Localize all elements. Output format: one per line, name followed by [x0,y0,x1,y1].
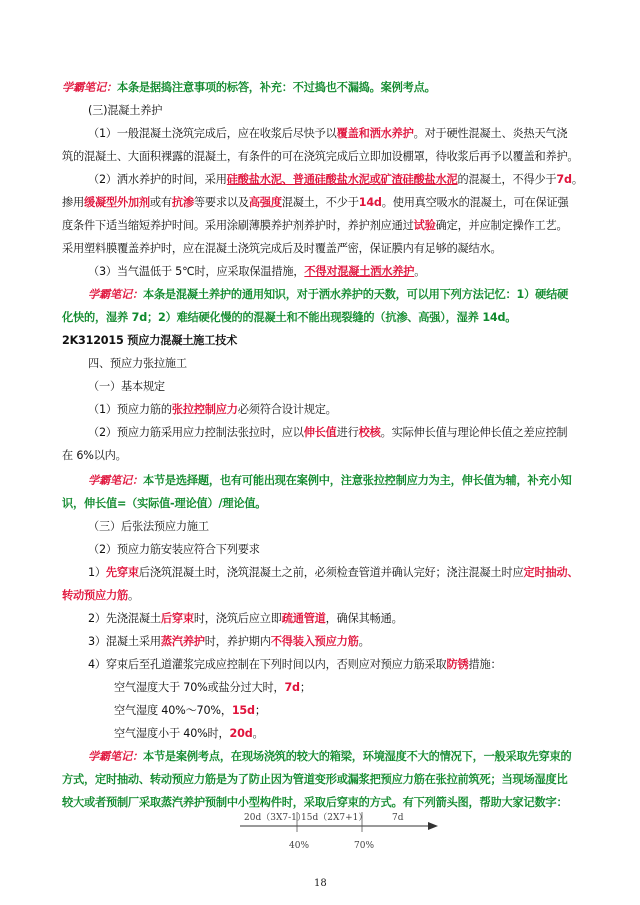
heading-installation: （2）预应力筋安装应符合下列要求 [88,543,260,556]
heading-prestress-tension: 四、预应力张拉施工 [88,357,187,370]
study-note-4: 学霸笔记：本节是案例考点，在现场浇筑的较大的箱梁，环境湿度不大的情况下，一般采取先穿束的 [88,750,572,763]
paragraph-curing-2: （2）洒水养护的时间，采用硅酸盐水泥、普通硅酸盐水泥或矿渣硅酸盐水泥的混凝土，不得少于7d。 [88,173,583,186]
note-tag: 学霸笔记： [62,81,117,94]
study-note-3-cont: 识，伸长值=（实际值-理论值）/理论值。 [62,497,267,510]
study-note-3: 学霸笔记：本节是选择题，也有可能出现在案例中，注意张拉控制应力为主，伸长值为辅，补充小知 [88,474,572,487]
install-item-3: 3）混凝土采用蒸汽养护时，养护期内不得装入预应力筋。 [88,635,370,648]
paragraph-curing-2-line4: 采用塑料膜覆盖养护时，应在混凝土浇筑完成后及时覆盖严密，保证膜内有足够的凝结水。 [62,242,502,255]
paragraph-curing-1-cont: 筑的混凝土、大面积裸露的混凝土，有条件的可在浇筑完成后立即加设棚罩，待收浆后再予以覆盖和养护。 [62,150,579,163]
arrow-head-icon [428,822,438,830]
install-item-1: 1）先穿束后浇筑混凝土时，浇筑混凝土之前，必须检查管道并确认完好；浇注混凝土时应定时抽动、 [88,566,579,579]
page-number: 18 [314,878,327,889]
tick-label-40: 40% [289,841,310,851]
paragraph-curing-1: （1）一般混凝土浇筑完成后，应在收浆后尽快予以覆盖和洒水养护。对于硬性混凝土、炎热天气浇 [88,127,568,140]
study-note-4-line2: 方式，定时抽动、转动预应力筋是为了防止因为管道变形或漏浆把预应力筋在张拉前筑死；当现场湿度比 [62,773,568,786]
paragraph-curing-2-line2: 掺用缓凝型外加剂或有抗渗等要求以及高强度混凝土，不少于14d。使用真空吸水的混凝土，可在保证强 [62,196,569,209]
study-note-1: 学霸笔记：本条是据捣注意事项的标答，补充：不过捣也不漏捣。案例考点。 [62,81,436,94]
heading-post-tension: （三）后张法预应力施工 [88,520,209,533]
study-note-4-line3: 较大或者预制厂采取蒸汽养护预制中小型构件时，采取后穿束的方式。有下列箭头图，帮助大家记数字： [62,796,568,809]
install-item-1-cont: 转动预应力筋。 [62,589,139,602]
install-item-2: 2）先浇混凝土后穿束时，浇筑后应立即疏通管道，确保其畅通。 [88,612,403,625]
rule-2: （2）预应力筋采用应力控制法张拉时，应以伸长值进行校核。实际伸长值与理论伸长值之差应控制 [88,426,568,439]
paragraph-curing-3: （3）当气温低于 5℃时，应采取保温措施，不得对混凝土洒水养护。 [88,265,426,278]
paragraph-curing-2-line3: 度条件下适当缩短养护时间。采用涂刷薄膜养护剂养护时，养护剂应通过试验确定，并应制定操作工艺。 [62,219,568,232]
humidity-line-2: 空气湿度 40%～70%，15d； [114,704,266,717]
tick-label-70: 70% [354,841,375,851]
study-note-2: 学霸笔记：本条是混凝土养护的通用知识，对于洒水养护的天数，可以用下列方法记忆：1）硬结硬 [88,288,569,301]
humidity-line-1: 空气湿度大于 70%或盐分过大时，7d； [114,681,311,694]
segment-label-3: 7d [392,813,404,823]
section-heading-curing: (三)混凝土养护 [88,104,163,117]
rule-1: （1）预应力筋的张拉控制应力必须符合设计规定。 [88,403,337,416]
heading-basic-rules: （一）基本规定 [88,380,165,393]
humidity-line-3: 空气湿度小于 40%时，20d。 [114,727,264,740]
segment-label-2: 15d（2X7+1） [301,813,368,823]
install-item-4: 4）穿束后至孔道灌浆完成应控制在下列时间以内，否则应对预应力筋采取防锈措施： [88,658,502,671]
section-code-title: 2K312015 预应力混凝土施工技术 [62,334,238,347]
study-note-2-cont: 化快的，湿养 7d；2）难结硬化慢的的混凝土和不能出现裂缝的（抗渗、高强），湿养 14d。 [62,311,517,324]
rule-2-cont: 在 6%以内。 [62,449,127,462]
segment-label-1: 20d（3X7-1） [244,813,306,823]
